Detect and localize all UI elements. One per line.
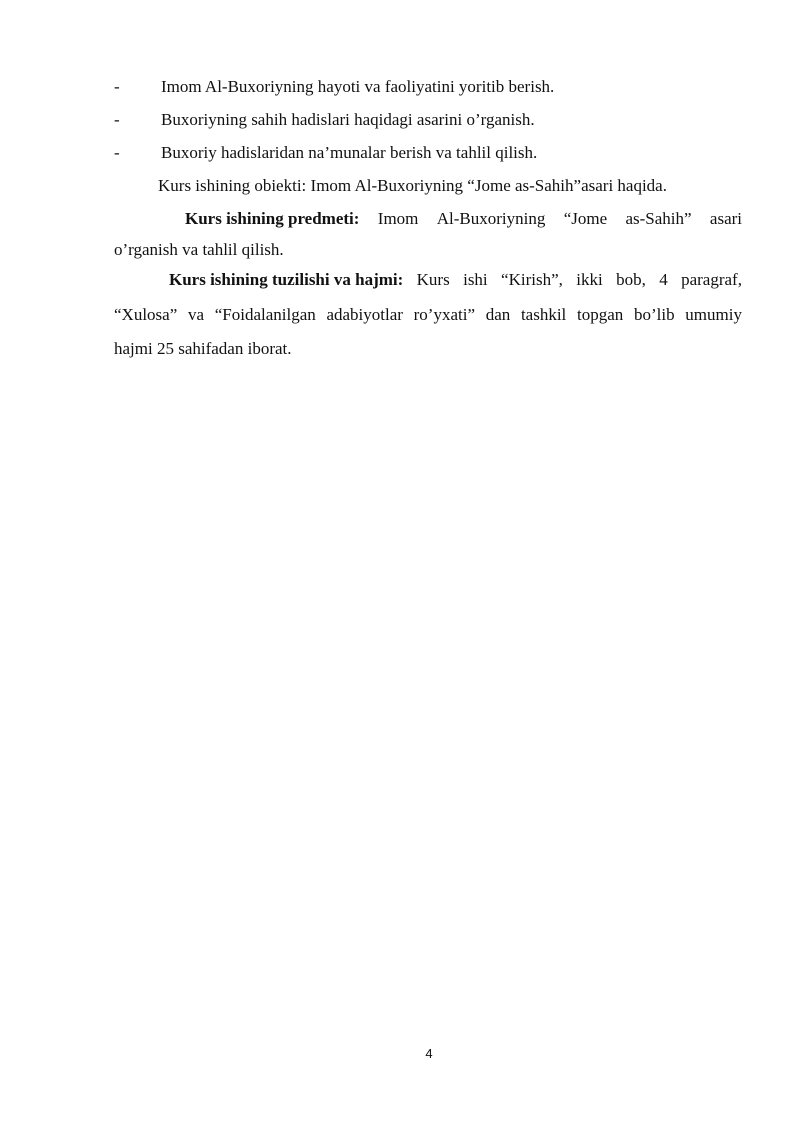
word: “Jome bbox=[563, 209, 608, 228]
word: as-Sahih” bbox=[625, 209, 692, 228]
word: dan bbox=[485, 305, 511, 324]
word: “Foidalanilgan bbox=[214, 305, 316, 324]
list-item-text: Buxoriy hadislaridan na’munalar berish va tahlil qilish. bbox=[161, 143, 538, 162]
list-dash: - bbox=[114, 77, 120, 96]
word: ishi bbox=[463, 270, 488, 289]
word: ikki bbox=[576, 270, 603, 289]
word: Al-Buxoriyning bbox=[436, 209, 546, 228]
list-item bbox=[114, 110, 535, 130]
word: adabiyotlar bbox=[326, 305, 403, 324]
word: Imom bbox=[377, 209, 419, 228]
word: 4 bbox=[659, 270, 668, 289]
subject-label: Kurs ishining predmeti: bbox=[185, 209, 360, 228]
word: asari bbox=[709, 209, 742, 228]
list-item bbox=[114, 143, 537, 163]
subject-paragraph-line1 bbox=[185, 209, 742, 229]
word: “Xulosa” bbox=[114, 305, 178, 324]
word: tashkil bbox=[520, 305, 567, 324]
list-item bbox=[114, 77, 554, 97]
word: paragraf, bbox=[681, 270, 742, 289]
list-dash: - bbox=[114, 110, 120, 129]
object-paragraph: Kurs ishining obiekti: Imom Al-Buxoriyning “Jome as-Sahih”asari haqida. bbox=[158, 176, 667, 195]
word: umumiy bbox=[685, 305, 742, 324]
word: bo’lib bbox=[633, 305, 675, 324]
list-item-text: Buxoriyning sahih hadislari haqidagi asarini o’rganish. bbox=[161, 110, 535, 129]
word: bob, bbox=[616, 270, 646, 289]
subject-paragraph-line2: o’rganish va tahlil qilish. bbox=[114, 240, 284, 259]
word: ro’yxati” bbox=[413, 305, 475, 324]
word: va bbox=[187, 305, 205, 324]
structure-label: Kurs ishining tuzilishi va hajmi: bbox=[169, 270, 404, 289]
list-item-text: Imom Al-Buxoriyning hayoti va faoliyatini yoritib berish. bbox=[161, 77, 555, 96]
word: topgan bbox=[576, 305, 624, 324]
word: Kurs bbox=[416, 270, 450, 289]
list-dash: - bbox=[114, 143, 120, 162]
structure-paragraph-line1 bbox=[169, 270, 742, 290]
structure-paragraph-line3: hajmi 25 sahifadan iborat. bbox=[114, 339, 292, 358]
page-number: 4 bbox=[425, 1046, 433, 1061]
word: “Kirish”, bbox=[501, 270, 563, 289]
structure-paragraph-line2 bbox=[114, 305, 742, 325]
